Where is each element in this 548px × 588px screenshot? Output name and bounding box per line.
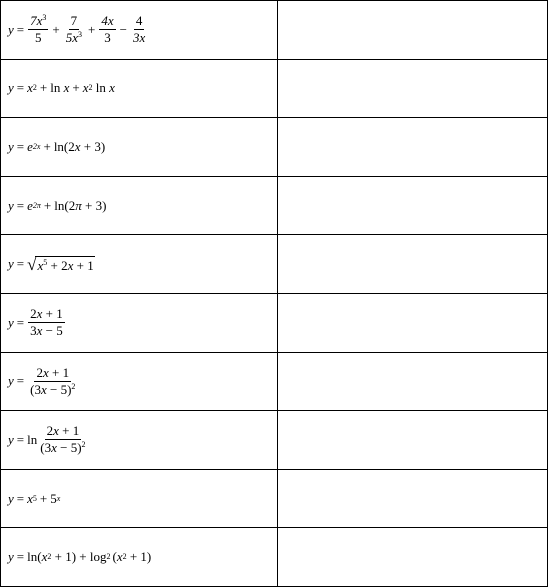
table-row	[1, 118, 548, 177]
square-root	[27, 256, 95, 273]
plus-sign: +	[43, 197, 52, 213]
formula: y = x 5 + 5 x	[8, 490, 61, 506]
denominator: 3x	[133, 30, 146, 46]
equals-sign: =	[16, 256, 25, 272]
minus-sign: −	[119, 21, 127, 37]
equals-sign: =	[16, 80, 25, 96]
pi-constant: π	[75, 197, 82, 213]
x-var: x	[37, 257, 44, 273]
e-constant: e	[27, 197, 33, 213]
plus-sign: +	[43, 138, 51, 154]
table-row	[1, 235, 548, 294]
answer-cell-3[interactable]	[278, 118, 548, 177]
y-var: y	[8, 490, 14, 506]
exponent: 3	[42, 13, 47, 23]
x-var: x	[74, 138, 81, 154]
base-number: 5	[50, 490, 57, 506]
x-var: x	[109, 80, 115, 96]
radicand	[35, 256, 94, 273]
table-row	[1, 411, 548, 470]
formula	[8, 14, 148, 45]
denominator: 3x − 5	[30, 323, 63, 339]
term: + 3)	[81, 197, 107, 213]
ln-function: ln	[50, 80, 61, 96]
term: + 1) + log	[51, 549, 107, 565]
answer-cell-8[interactable]	[278, 411, 548, 470]
answer-cell-9[interactable]	[278, 469, 548, 528]
term: + 1)	[126, 549, 152, 565]
equals-sign: =	[16, 21, 25, 37]
function-cell-4	[1, 176, 278, 235]
answer-cell-7[interactable]	[278, 352, 548, 411]
ln-function: ln	[95, 80, 106, 96]
table-row	[1, 59, 548, 118]
x-var: x	[41, 549, 48, 565]
denominator: 5x	[65, 30, 79, 46]
plus-sign: +	[39, 80, 48, 96]
exponent: 2	[81, 440, 86, 450]
function-cell-5	[1, 235, 278, 294]
table-row	[1, 176, 548, 235]
formula: y = ln( x 2 + 1) + log 2 ( x 2 + 1)	[8, 549, 152, 565]
y-var: y	[8, 373, 14, 389]
y-var: y	[8, 549, 14, 565]
denominator: $(3x - 5)^2$	[40, 440, 86, 456]
formula: y = e 2π + ln(2 π + 3)	[8, 197, 107, 213]
x-var: x	[27, 490, 33, 506]
e-constant: e	[27, 138, 33, 154]
numerator: 2x + 1	[30, 306, 63, 322]
numerator: 4	[135, 13, 143, 29]
numerator: 7x	[30, 13, 43, 29]
formula	[8, 366, 78, 397]
x-var: x	[67, 257, 74, 273]
answer-cell-4[interactable]	[278, 176, 548, 235]
equals-sign: =	[16, 197, 25, 213]
answer-cell-5[interactable]	[278, 235, 548, 294]
table-row	[1, 1, 548, 60]
denominator: 3	[104, 30, 111, 46]
plus-sign: +	[52, 21, 60, 37]
function-cell-7	[1, 352, 278, 411]
ln-function: ln(	[27, 549, 42, 565]
plus-sign: +	[39, 490, 48, 506]
formula	[8, 256, 95, 273]
table-row	[1, 293, 548, 352]
function-cell-6	[1, 293, 278, 352]
function-cell-3	[1, 118, 278, 177]
table-row	[1, 352, 548, 411]
equals-sign: =	[16, 373, 25, 389]
ln-function: ln(2	[53, 138, 75, 154]
equals-sign: =	[16, 490, 25, 506]
fraction	[131, 14, 147, 45]
ln-function: ln(2	[54, 197, 76, 213]
ln-function: ln	[27, 431, 38, 447]
fraction	[28, 14, 48, 45]
fraction	[28, 307, 65, 338]
table-row	[1, 469, 548, 528]
answer-cell-2[interactable]	[278, 59, 548, 118]
exponent: 3	[78, 30, 83, 40]
y-var: y	[8, 314, 14, 330]
denominator: $(3x - 5)^2$	[30, 381, 76, 397]
radical-icon: √	[27, 254, 37, 274]
plus-sign: +	[88, 21, 96, 37]
equals-sign: =	[16, 138, 25, 154]
formula	[8, 307, 66, 338]
term: + 1	[73, 257, 94, 273]
function-cell-10	[1, 528, 278, 587]
exponent: 5	[43, 257, 48, 267]
function-cell-8	[1, 411, 278, 470]
plus-sign: +	[72, 80, 80, 96]
fraction	[28, 366, 77, 397]
equals-sign: =	[16, 314, 25, 330]
function-cell-9	[1, 469, 278, 528]
y-var: y	[8, 80, 14, 96]
formula	[8, 424, 89, 455]
equals-sign: =	[16, 549, 25, 565]
numerator: 2x + 1	[36, 364, 70, 380]
equals-sign: =	[16, 431, 25, 447]
x-var: x	[116, 549, 123, 565]
numerator: 7	[70, 13, 78, 29]
fraction	[99, 14, 115, 45]
x-var: x	[82, 80, 89, 96]
numerator: 2x + 1	[46, 423, 80, 439]
answer-cell-1[interactable]	[278, 1, 548, 60]
term: + 2	[47, 257, 68, 273]
fraction	[64, 14, 84, 45]
x-var: x	[63, 80, 70, 96]
y-var: y	[8, 21, 14, 37]
y-var: y	[8, 197, 14, 213]
answer-cell-6[interactable]	[278, 293, 548, 352]
exponent: 2	[71, 381, 76, 391]
function-cell-1	[1, 1, 278, 60]
formula: y = e 2x + ln(2 x + 3)	[8, 138, 106, 154]
term: + 3)	[80, 138, 106, 154]
x-var: x	[27, 80, 33, 96]
numerator: 4x	[101, 13, 114, 29]
y-var: y	[8, 431, 14, 447]
function-cell-2	[1, 59, 278, 118]
table-row	[1, 528, 548, 587]
y-var: y	[8, 256, 14, 272]
denominator: 5	[35, 30, 42, 46]
y-var: y	[8, 138, 14, 154]
fraction	[38, 424, 87, 455]
answer-cell-10[interactable]	[278, 528, 548, 587]
formula: y = x 2 + ln x + x 2 ln x	[8, 80, 115, 96]
